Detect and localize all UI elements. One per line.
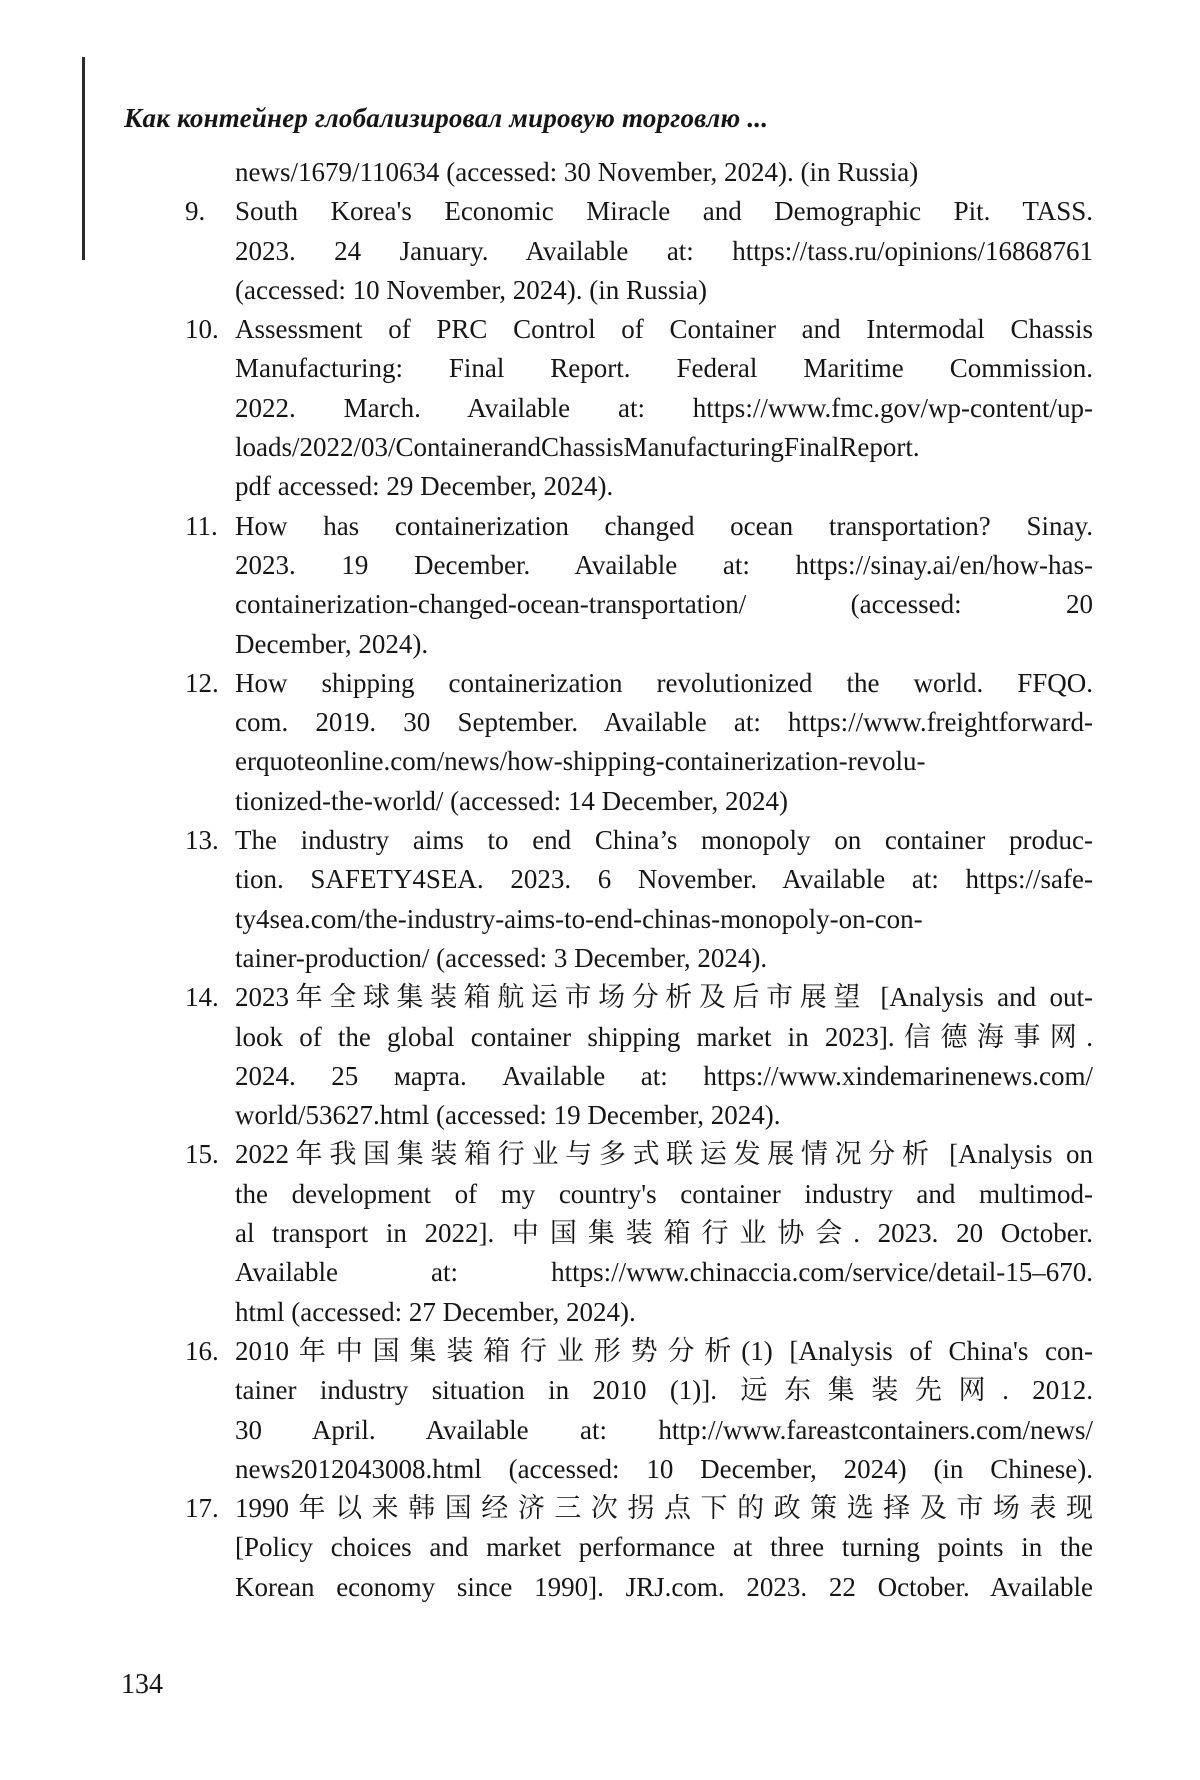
reference-number: 12. <box>185 667 219 698</box>
reference-number: 9. <box>185 196 206 227</box>
reference-text <box>235 153 1093 192</box>
reference-item <box>185 978 1093 1135</box>
reference-text <box>235 1489 1093 1607</box>
reference-line: 30 April. Available at: http://www.fareastcontainers.com/news/ <box>235 1414 1093 1445</box>
reference-line: December, 2024). <box>235 628 429 659</box>
reference-text <box>235 507 1093 664</box>
reference-line: al transport in 2022]. 中国集装箱行业协会. 2023. 20 October. <box>235 1218 1093 1249</box>
reference-line: containerization-changed-ocean-transportation/ (accessed: 20 <box>235 589 1093 620</box>
reference-text <box>235 192 1093 310</box>
reference-line: world/53627.html (accessed: 19 December, 2024). <box>235 1100 781 1131</box>
reference-number: 14. <box>185 982 219 1013</box>
reference-text <box>235 664 1093 821</box>
reference-line: the development of my country's container industry and multimod- <box>235 1178 1093 1209</box>
left-margin-rule <box>82 57 85 260</box>
reference-line: 2022年我国集装箱行业与多式联运发展情况分析 [Analysis on <box>235 1139 1093 1170</box>
reference-number: 15. <box>185 1139 219 1170</box>
reference-line: html (accessed: 27 December, 2024). <box>235 1296 636 1327</box>
reference-line: Manufacturing: Final Report. Federal Maritime Commission. <box>235 353 1093 384</box>
reference-line: [Policy choices and market performance at three turning points in the <box>235 1532 1093 1563</box>
reference-line: Available at: https://www.chinaccia.com/service/detail-15–670. <box>235 1257 1093 1288</box>
reference-line: erquoteonline.com/news/how-shipping-containerization-revolu- <box>235 746 926 777</box>
reference-text <box>235 1135 1093 1331</box>
reference-line: Korean economy since 1990]. JRJ.com. 2023. 22 October. Available <box>235 1571 1093 1602</box>
reference-number: 13. <box>185 825 219 856</box>
reference-item <box>185 153 1093 192</box>
reference-number: 10. <box>185 314 219 345</box>
reference-line: How has containerization changed ocean transportation? Sinay. <box>235 510 1093 541</box>
reference-line: com. 2019. 30 September. Available at: https://www.freightforward- <box>235 707 1093 738</box>
reference-line: (accessed: 10 November, 2024). (in Russia) <box>235 274 708 305</box>
reference-line: news/1679/110634 (accessed: 30 November, 2024). (in Russia) <box>235 157 919 187</box>
reference-line: 2023. 24 January. Available at: https://tass.ru/opinions/16868761 <box>235 235 1093 266</box>
reference-line: 2024. 25 марта. Available at: https://www.xindemarinenews.com/ <box>235 1060 1093 1091</box>
reference-line: tainer industry situation in 2010 (1)]. 远东集装先网. 2012. <box>235 1375 1093 1406</box>
reference-text <box>235 821 1093 978</box>
reference-number: 11. <box>185 510 218 541</box>
reference-line: 2023年全球集装箱航运市场分析及后市展望 [Analysis and out- <box>235 982 1093 1013</box>
reference-item <box>185 1135 1093 1331</box>
reference-item <box>185 310 1093 506</box>
reference-text <box>235 310 1093 506</box>
reference-item <box>185 507 1093 664</box>
reference-line: news2012043008.html (accessed: 10 December, 2024) (in Chinese). <box>235 1453 1093 1484</box>
reference-line: South Korea's Economic Miracle and Demographic Pit. TASS. <box>235 196 1093 227</box>
reference-line: How shipping containerization revolutionized the world. FFQO. <box>235 667 1093 698</box>
reference-line: The industry aims to end China’s monopoly on container produc- <box>235 825 1093 856</box>
reference-line: pdf accessed: 29 December, 2024). <box>235 471 614 502</box>
reference-line: look of the global container shipping market in 2023].信德海事网. <box>235 1021 1093 1052</box>
reference-item <box>185 1332 1093 1489</box>
references-list <box>185 153 1093 1607</box>
reference-line: tionized-the-world/ (accessed: 14 December, 2024) <box>235 785 788 816</box>
page-number: 134 <box>121 1669 163 1700</box>
reference-text <box>235 1332 1093 1489</box>
reference-item <box>185 821 1093 978</box>
reference-line: 2023. 19 December. Available at: https://sinay.ai/en/how-has- <box>235 549 1093 580</box>
reference-line: Assessment of PRC Control of Container and Intermodal Chassis <box>235 314 1093 345</box>
reference-text <box>235 978 1093 1135</box>
running-header: Как контейнер глобализировал мировую торговлю ... <box>124 103 769 133</box>
reference-line: loads/2022/03/ContainerandChassisManufacturingFinalReport. <box>235 432 920 463</box>
reference-line: tainer-production/ (accessed: 3 December, 2024). <box>235 942 768 973</box>
reference-line: 2010年中国集装箱行业形势分析(1) [Analysis of China's con- <box>235 1335 1093 1366</box>
reference-item <box>185 192 1093 310</box>
reference-number: 17. <box>185 1493 219 1524</box>
reference-item <box>185 1489 1093 1607</box>
reference-item <box>185 664 1093 821</box>
reference-number: 16. <box>185 1335 219 1366</box>
reference-line: 2022. March. Available at: https://www.fmc.gov/wp-content/up- <box>235 392 1093 423</box>
reference-line: 1990年以来韩国经济三次拐点下的政策选择及市场表现 <box>235 1493 1093 1524</box>
reference-line: tion. SAFETY4SEA. 2023. 6 November. Available at: https://safe- <box>235 864 1093 895</box>
reference-line: ty4sea.com/the-industry-aims-to-end-chinas-monopoly-on-con- <box>235 903 923 934</box>
